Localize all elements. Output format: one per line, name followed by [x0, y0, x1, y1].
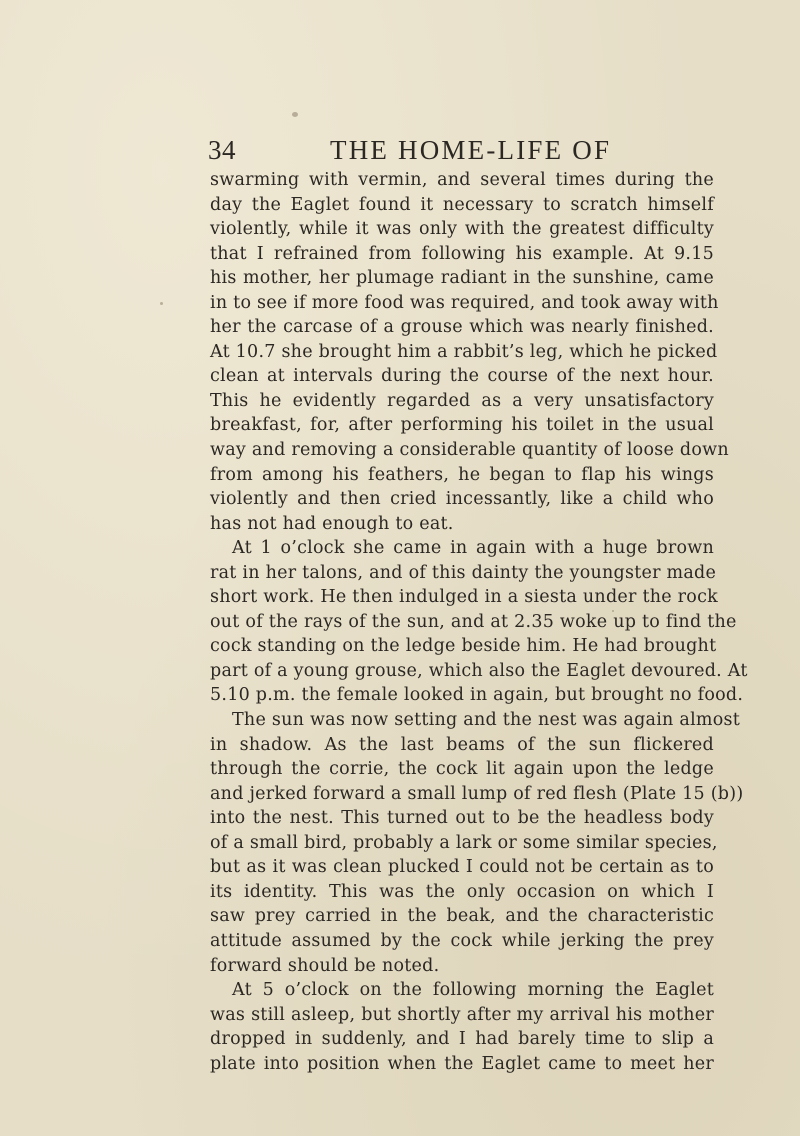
page-number: 34 — [208, 135, 236, 165]
paper-speck — [160, 302, 163, 305]
text-line: and jerked forward a small lump of red flesh (Plate 15 (b)) — [210, 783, 744, 804]
text-line: 5.10 p.m. the female looked in again, but brought no food. — [210, 685, 744, 706]
text-line: in shadow. As the last beams of the sun flickered — [210, 734, 714, 755]
text-line: has not had enough to eat. — [210, 513, 454, 534]
text-line: short work. He then indulged in a siesta under the rock — [210, 587, 718, 608]
running-head-title: THE HOME-LIFE OF — [330, 135, 612, 165]
text-line: in to see if more food was required, and took away with — [210, 292, 719, 313]
text-line: At 10.7 she brought him a rabbit’s leg, which he picked — [210, 341, 718, 362]
text-line: The sun was now setting and the nest was again almost — [232, 710, 741, 731]
text-line: out of the rays of the sun, and at 2.35 woke up to find the — [210, 611, 737, 632]
text-line: her the carcase of a grouse which was nearly finished. — [210, 317, 714, 338]
text-line: its identity. This was the only occasion on which I — [210, 881, 714, 902]
text-line: violently, while it was only with the greatest difficulty — [210, 219, 714, 240]
text-line: plate into position when the Eaglet came to meet her — [210, 1053, 714, 1074]
text-line: part of a young grouse, which also the Eaglet devoured. At — [210, 660, 748, 681]
text-line: breakfast, for, after performing his toilet in the usual — [210, 415, 714, 436]
text-line: from among his feathers, he began to flap his wings — [210, 464, 714, 485]
body-text — [210, 168, 748, 1076]
text-line: way and removing a considerable quantity of loose down — [210, 440, 729, 461]
text-line: At 1 o’clock she came in again with a huge brown — [232, 538, 714, 559]
text-line: At 5 o’clock on the following morning the Eaglet — [232, 980, 714, 1001]
text-line: his mother, her plumage radiant in the sunshine, came — [210, 268, 714, 289]
text-line: violently and then cried incessantly, like a child who — [210, 489, 714, 510]
text-line: but as it was clean plucked I could not be certain as to — [210, 857, 714, 878]
text-line: dropped in suddenly, and I had barely time to slip a — [210, 1029, 714, 1050]
text-line: of a small bird, probably a lark or some similar species, — [210, 832, 718, 853]
text-line: clean at intervals during the course of the next hour. — [210, 366, 714, 387]
paper-speck — [292, 112, 298, 117]
text-line: saw prey carried in the beak, and the characteristic — [210, 906, 714, 927]
text-line: This he evidently regarded as a very unsatisfactory — [210, 390, 714, 411]
text-line: cock standing on the ledge beside him. He had brought — [210, 636, 717, 657]
text-line: through the corrie, the cock lit again upon the ledge — [210, 759, 714, 780]
text-line: day the Eaglet found it necessary to scratch himself — [210, 194, 714, 215]
text-line: attitude assumed by the cock while jerking the prey — [210, 930, 714, 951]
text-line: rat in her talons, and of this dainty the youngster made — [210, 562, 717, 583]
text-line: that I refrained from following his example. At 9.15 — [210, 243, 714, 264]
text-line: forward should be noted. — [210, 955, 440, 976]
text-line: was still asleep, but shortly after my arrival his mother — [210, 1004, 714, 1025]
text-line: into the nest. This turned out to be the headless body — [210, 808, 714, 829]
running-head — [208, 135, 708, 169]
text-line: swarming with vermin, and several times during the — [210, 170, 714, 190]
